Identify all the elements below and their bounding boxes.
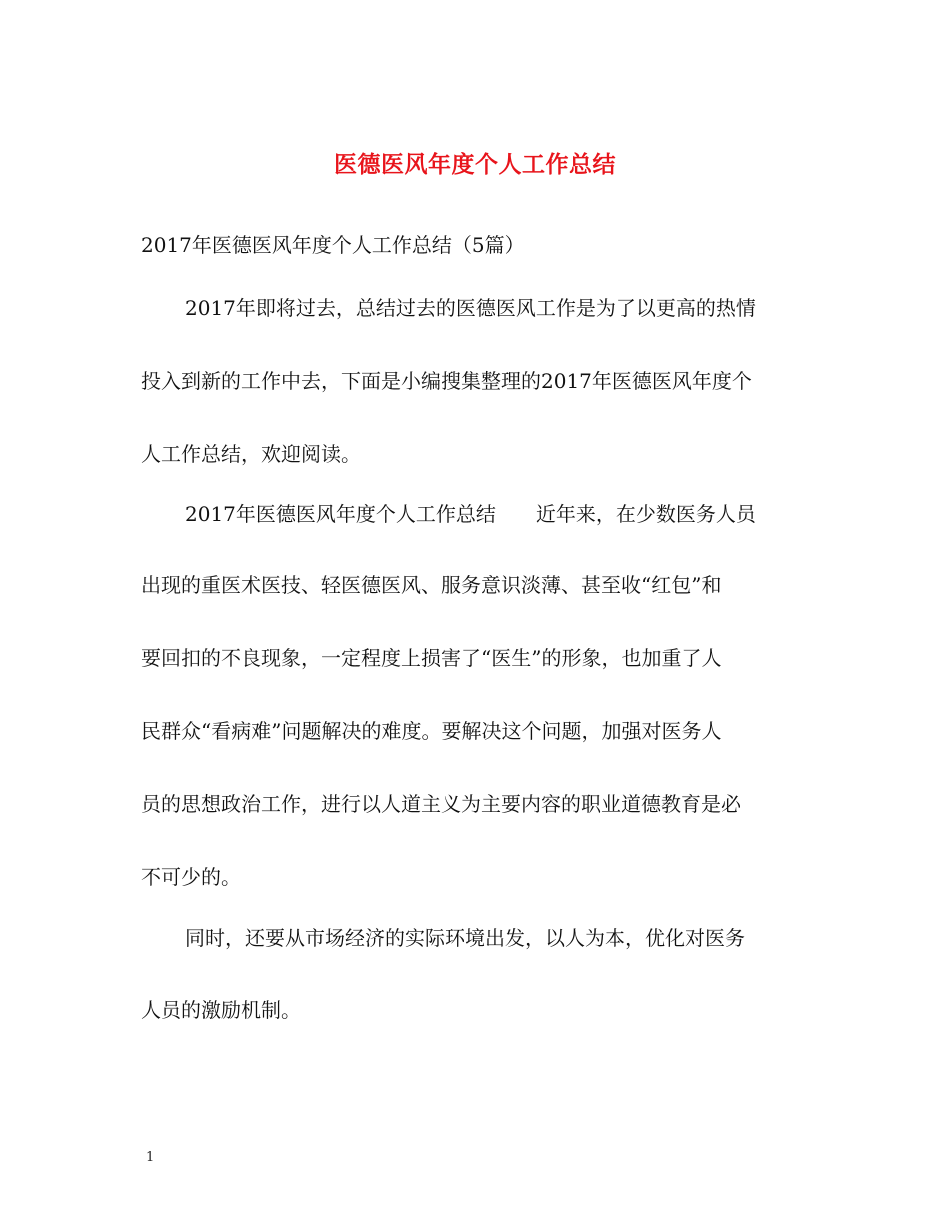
page-number: 1 (146, 1150, 155, 1165)
paragraph-2-line-1: 2017年医德医风年度个人工作总结 近年来，在少数医务人员 (185, 502, 756, 526)
paragraph-2-line-2: 出现的重医术医技、轻医德医风、服务意识淡薄、甚至收“红包”和 (141, 573, 722, 597)
paragraph-3-line-2: 人员的激励机制。 (141, 998, 301, 1022)
paragraph-1-line-2: 投入到新的工作中去，下面是小编搜集整理的2017年医德医风年度个 (141, 369, 752, 393)
paragraph-2-line-4: 民群众“看病难”问题解决的难度。要解决这个问题，加强对医务人 (141, 719, 722, 743)
document-subtitle: 2017年医德医风年度个人工作总结（5篇） (141, 233, 525, 257)
paragraph-2-line-5: 员的思想政治工作，进行以人道主义为主要内容的职业道德教育是必 (141, 792, 741, 816)
paragraph-2-line-6: 不可少的。 (141, 865, 241, 889)
paragraph-1-line-3: 人工作总结，欢迎阅读。 (141, 442, 361, 466)
paragraph-1-line-1: 2017年即将过去，总结过去的医德医风工作是为了以更高的热情 (185, 296, 756, 320)
paragraph-2-line-3: 要回扣的不良现象，一定程度上损害了“医生”的形象，也加重了人 (141, 646, 722, 670)
document-title: 医德医风年度个人工作总结 (334, 151, 616, 178)
paragraph-3-line-1: 同时，还要从市场经济的实际环境出发，以人为本，优化对医务 (185, 926, 745, 950)
